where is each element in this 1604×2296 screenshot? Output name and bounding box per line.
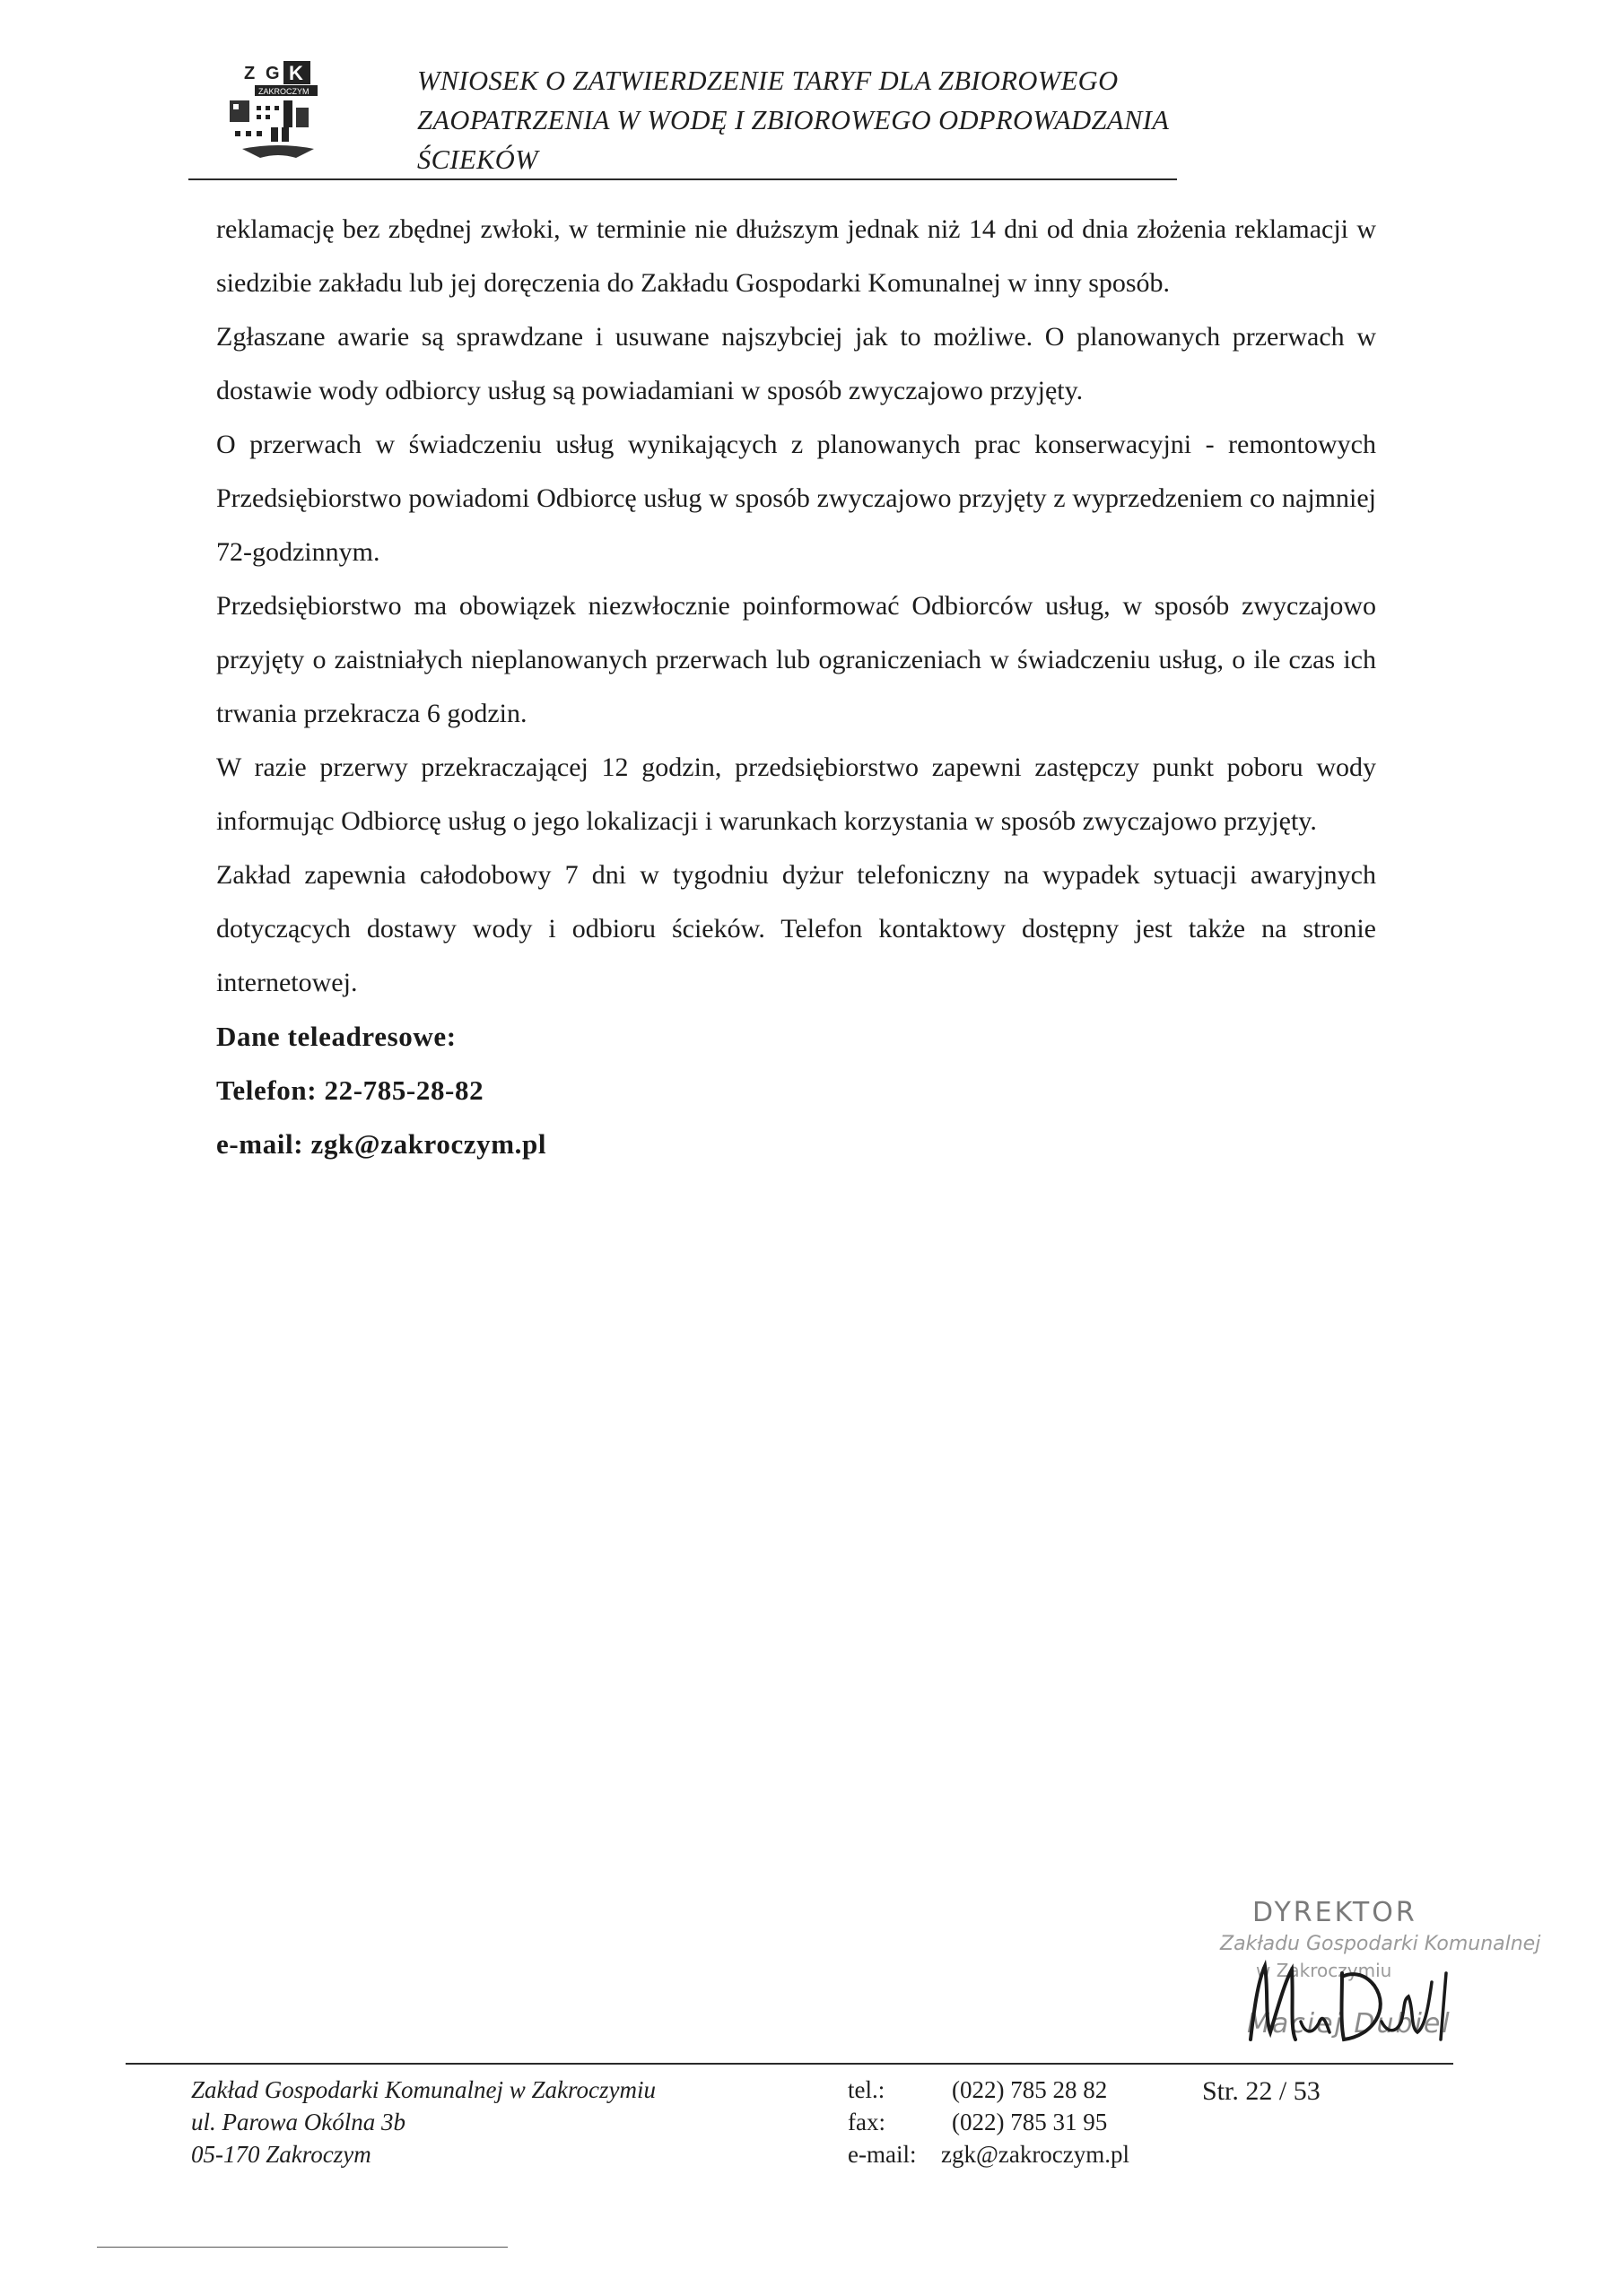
- paragraph-failures: Zgłaszane awarie są sprawdzane i usuwane najszybciej jak to możliwe. O planowanych przerwach w dostawie wody odbiorcy usług są powiadamiani w sposób zwyczajowo przyjęty.: [216, 322, 1376, 405]
- document-title: [417, 61, 1296, 179]
- footer-postal-city: 05-170 Zakroczym: [191, 2141, 371, 2168]
- footer-fax-label: fax:: [848, 2109, 885, 2135]
- footer-fax-value: (022) 785 31 95: [952, 2109, 1108, 2135]
- paragraph-complaint-deadline: reklamację bez zbędnej zwłoki, w terminie nie dłuższym jednak niż 14 dni od dnia złożenia reklamacji w siedzibie zakładu lub jej doręczenia do Zakładu Gospodarki Komunalnej w inny sposób.: [216, 214, 1376, 298]
- footer-tel-label: tel.:: [848, 2076, 885, 2103]
- document-body: [216, 203, 1376, 1171]
- paragraph-unplanned-interruptions: Przedsiębiorstwo ma obowiązek niezwłocznie poinformować Odbiorców usług, w sposób zwyczajowo przyjęty o zaistniałych nieplanowanych przerwach lub ograniczeniach w świadczeniu usług, o ile czas ich trwania przekracza 6 godzin.: [216, 591, 1376, 728]
- svg-text:K: K: [289, 62, 303, 84]
- zgk-logo: [224, 56, 341, 163]
- footer-email-row: [848, 2138, 1225, 2170]
- handwritten-signature: [1238, 1946, 1471, 2054]
- paragraph-substitute-water-point: W razie przerwy przekraczającej 12 godzin, przedsiębiorstwo zapewni zastępczy punkt poboru wody informując Odbiorcę usług o jego lokalizacji i warunkach korzystania w sposób zwyczajowo przyjęty.: [216, 752, 1376, 836]
- footer-organization-name: Zakład Gospodarki Komunalnej w Zakroczymiu: [191, 2076, 656, 2103]
- svg-text:Z: Z: [244, 64, 256, 83]
- footer-tel-value: (022) 785 28 82: [952, 2076, 1108, 2103]
- svg-text:G: G: [266, 64, 280, 83]
- stamp-title: DYREKTOR: [1252, 1897, 1417, 1928]
- footer-organization-address: [191, 2074, 819, 2170]
- paragraph-emergency-duty: Zakład zapewnia całodobowy 7 dni w tygodniu dyżur telefoniczny na wypadek sytuacji awaryjnych dotyczących dostawy wody i odbioru ścieków. Telefon kontaktowy dostępny jest także na stronie internetowej.: [216, 860, 1376, 997]
- stamp-organization: Zakładu Gospodarki Komunalnej: [1220, 1933, 1541, 1955]
- footer-divider: [126, 2063, 1453, 2065]
- page-number: Str. 22 / 53: [1202, 2076, 1321, 2106]
- document-title-line-1: WNIOSEK O ZATWIERDZENIE TARYF DLA ZBIOROWEGO: [417, 65, 1119, 96]
- footer-contact: [848, 2074, 1225, 2170]
- document-title-line-2: ZAOPATRZENIA W WODĘ I ZBIOROWEGO ODPROWADZANIA ŚCIEKÓW: [417, 105, 1169, 175]
- paragraph-planned-interruptions: O przerwach w świadczeniu usług wynikających z planowanych prac konserwacyjni - remontowych Przedsiębiorstwo powiadomi Odbiorcę usług w sposób zwyczajowo przyjęty z wyprzedzeniem co najmniej 72-godzinnym.: [216, 430, 1376, 567]
- svg-text:ZAKROCZYM: ZAKROCZYM: [258, 87, 309, 96]
- stamp-name: Maciej Dubiel: [1247, 2008, 1451, 2039]
- footer-street: ul. Parowa Okólna 3b: [191, 2109, 405, 2135]
- bottom-edge-line: [97, 2247, 508, 2248]
- contact-email: e-mail: zgk@zakroczym.pl: [216, 1128, 547, 1160]
- footer-email-label: e-mail:: [848, 2141, 917, 2168]
- footer-email-value: zgk@zakroczym.pl: [941, 2141, 1130, 2168]
- zgk-logo-graphic: [224, 56, 341, 163]
- contact-heading: Dane teleadresowe:: [216, 1021, 457, 1052]
- footer-fax-row: [848, 2106, 1225, 2138]
- footer-tel-row: [848, 2074, 1225, 2106]
- header-divider: [188, 178, 1177, 180]
- contact-phone: Telefon: 22-785-28-82: [216, 1074, 484, 1106]
- stamp-location: w Zakroczymiu: [1256, 1960, 1392, 1981]
- page-header: [224, 47, 1175, 181]
